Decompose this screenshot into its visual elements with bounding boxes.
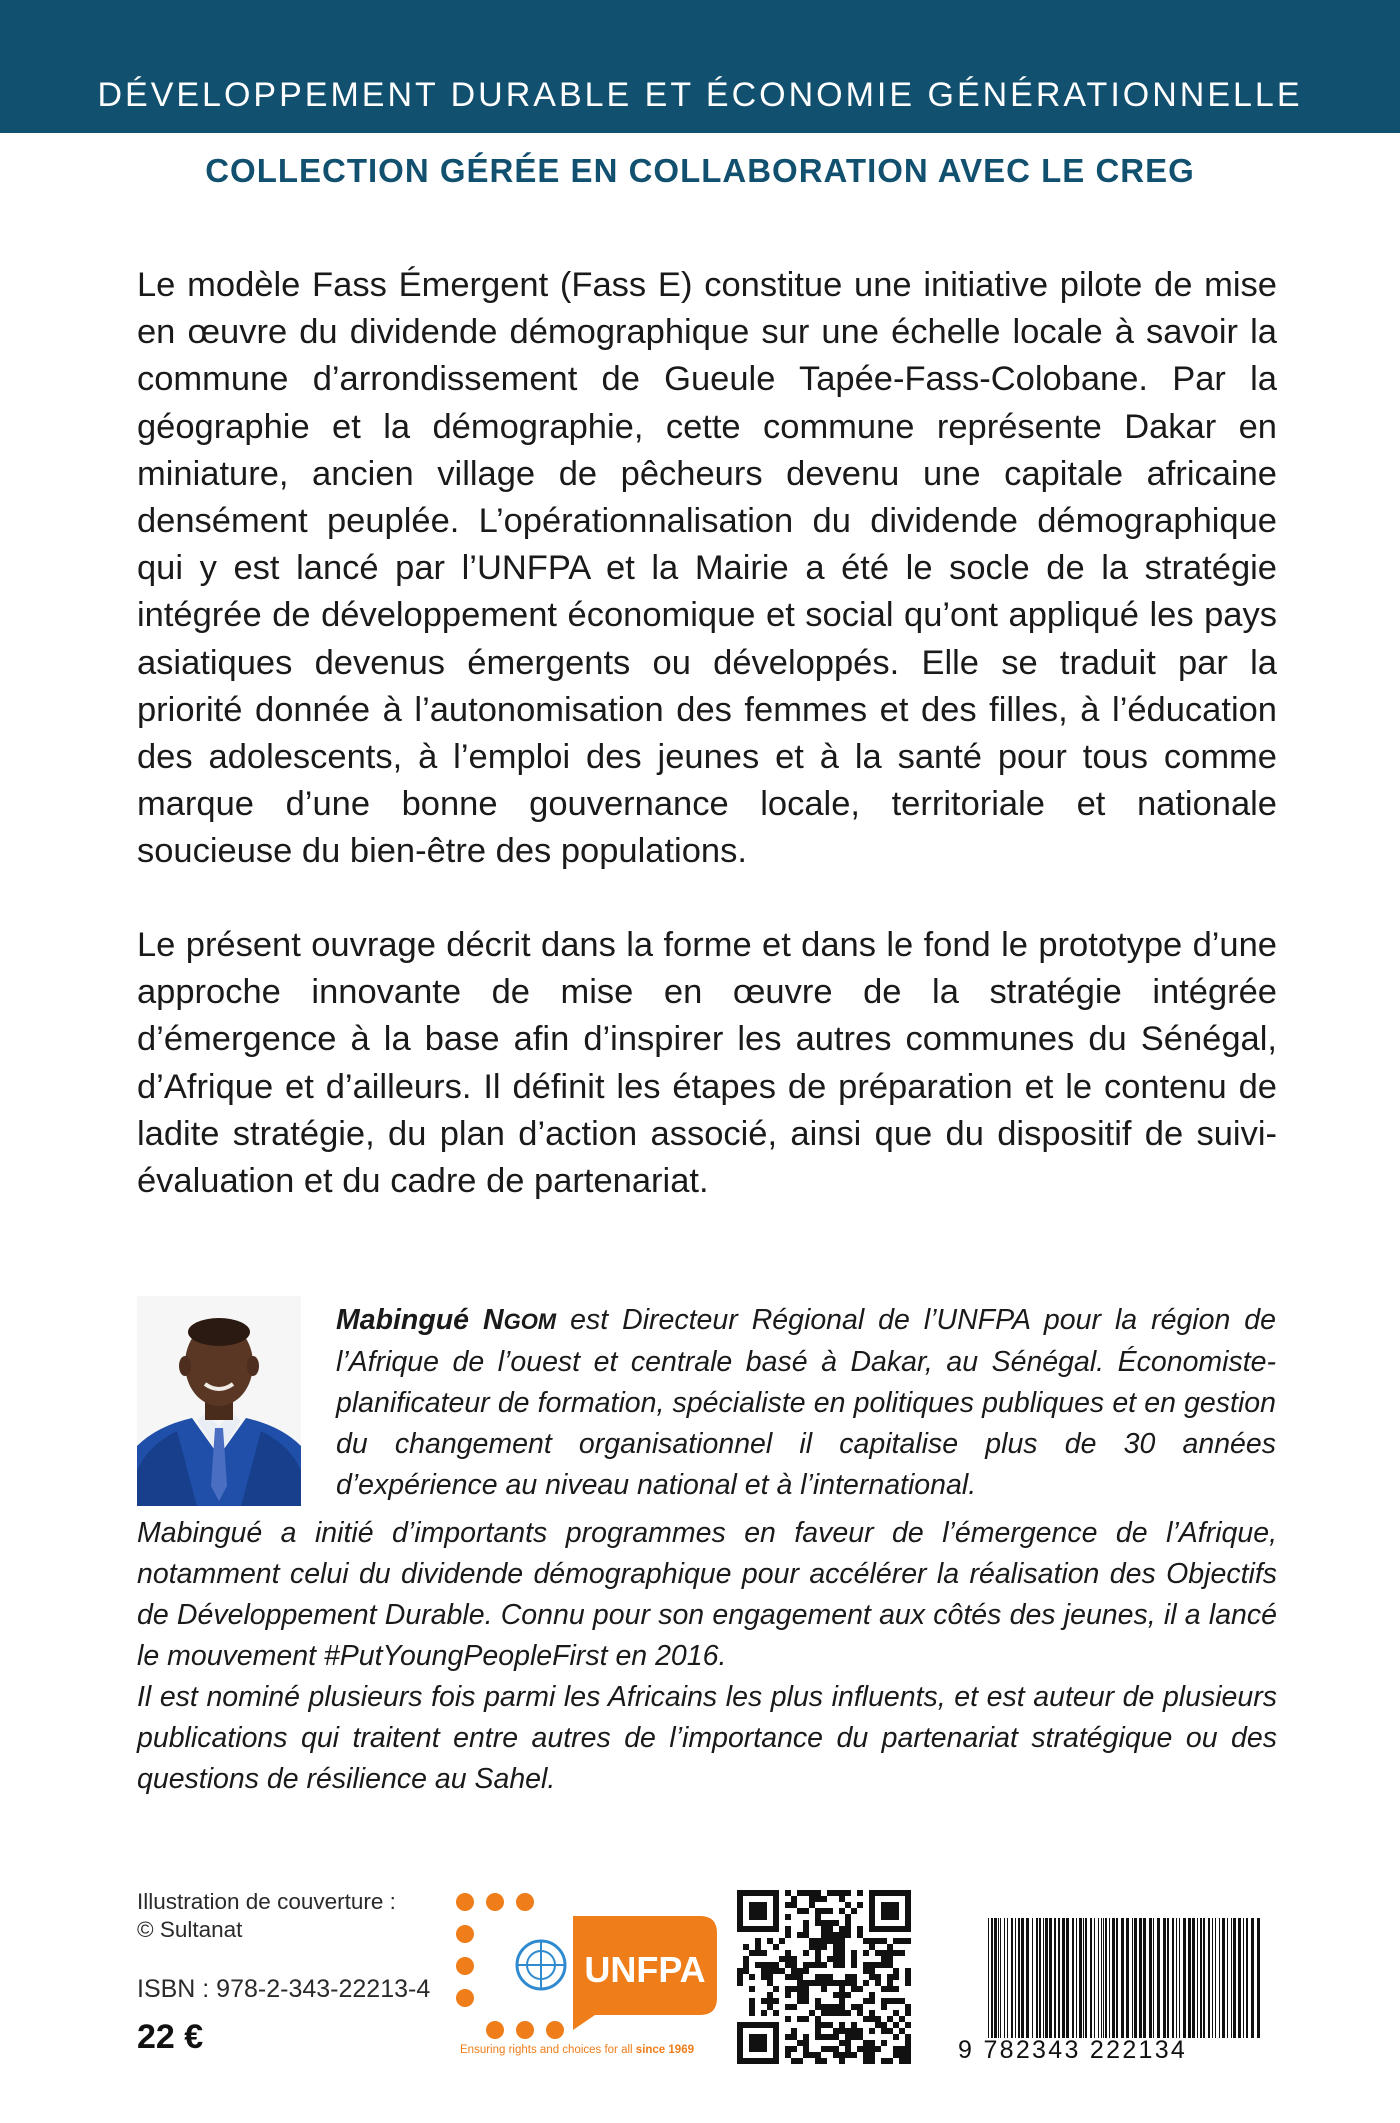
collection-subtitle: COLLECTION GÉRÉE EN COLLABORATION AVEC LE CREG [205, 152, 1195, 189]
svg-text:UNFPA: UNFPA [584, 1949, 706, 1990]
author-bio-1: Mabingué NGOM est Directeur Régional de l’UNFPA pour la région de l’Afrique de l’ouest et centrale basé à Dakar, au Sénégal. Économiste-planificateur de formation, spécialiste en politiques publiques et en gestion du changement organisationnel il capitalise plus de 30 années d’expérience au niveau national et à l’international. [336, 1304, 1276, 1501]
price: 22 € [137, 2018, 204, 2056]
author-bio-3: Il est nominé plusieurs fois parmi les Africains les plus influents, et est auteur de plusieurs publications qui traitent entre autres de l’importance du partenariat stratégique ou des questions de résilience au Sahel. [137, 1681, 1277, 1795]
author-photo [137, 1296, 301, 1506]
unfpa-tagline: Ensuring rights and choices for all since 1969 [460, 2044, 694, 2056]
qr-code-icon [737, 1890, 911, 2064]
isbn: ISBN : 978-2-343-22213-4 [137, 1975, 431, 2003]
author-bio-2: Mabingué a initié d’importants programmes en faveur de l’émergence de l’Afrique, notamment celui du dividende démographique pour accélérer la réalisation des Objectifs de Développement Durable. Connu pour son engagement aux côtés des jeunes, il a lancé le mouvement #PutYoungPeopleFirst en 2016. [137, 1517, 1277, 1672]
unfpa-logo [455, 1890, 720, 2065]
illustration-credit-name: © Sultanat [137, 1917, 243, 1942]
illustration-credit-label: Illustration de couverture : [137, 1889, 396, 1914]
series-title: DÉVELOPPEMENT DURABLE ET ÉCONOMIE GÉNÉRATIONNELLE [97, 76, 1303, 114]
un-emblem-icon [517, 1941, 565, 1989]
author-name: Mabingué NGOM [336, 1304, 557, 1336]
barcode-number: 9 782343 222134 [958, 2036, 1188, 2064]
summary-paragraph-1: Le modèle Fass Émergent (Fass E) constitue une initiative pilote de mise en œuvre du dividende démographique sur une échelle locale à savoir la commune d’arrondissement de Gueule Tapée-Fass-Colobane. Par la géographie et la démographie, cette commune représente Dakar en miniature, ancien village de pêcheurs devenu une capitale africaine densément peuplée. L’opérationnalisation du dividende démographique qui y est lancé par l’UNFPA et la Mairie a été le socle de la stratégie intégrée de développement économique et social qu’ont appliqué les pays asiatiques devenus émergents ou développés. Elle se traduit par la priorité donnée à l’autonomisation des femmes et des filles, à l’éducation des adolescents, à l’emploi des jeunes et à la santé pour tous comme marque d’une bonne gouvernance locale, territoriale et nationale soucieuse du bien-être des populations. [137, 266, 1277, 871]
barcode-icon [988, 1918, 1264, 2038]
summary-paragraph-2: Le présent ouvrage décrit dans la forme et dans le fond le prototype d’une approche innovante de mise en œuvre de la stratégie intégrée d’émergence à la base afin d’inspirer les autres communes du Sénégal, d’Afrique et d’ailleurs. Il définit les étapes de préparation et le contenu de ladite stratégie, du plan d’action associé, ainsi que du dispositif de suivi-évaluation et du cadre de partenariat. [137, 926, 1277, 1201]
